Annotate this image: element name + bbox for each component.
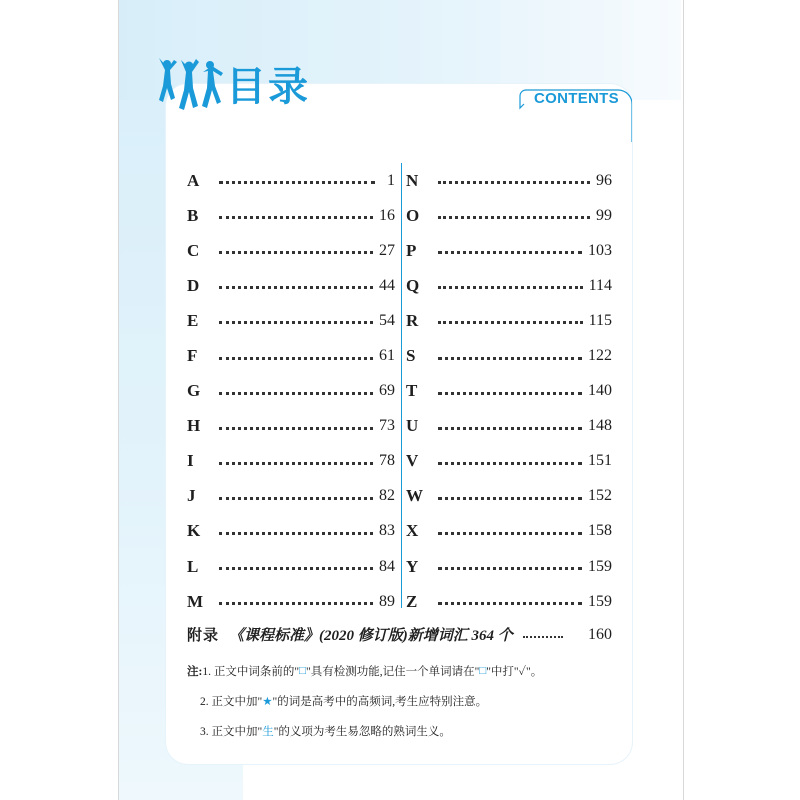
toc-letter: K — [187, 521, 201, 541]
toc-row-y[interactable] — [406, 549, 612, 584]
leader-dots — [219, 532, 373, 535]
toc-row-r[interactable] — [406, 303, 612, 338]
toc-row-z[interactable] — [406, 584, 612, 619]
toc-letter: G — [187, 381, 201, 401]
toc-left-column — [187, 163, 395, 619]
sheng-badge-icon: 生 — [262, 726, 274, 738]
toc-letter: I — [187, 451, 194, 471]
toc-letter: Y — [406, 556, 419, 576]
note-text: "具有检测功能,记住一个单词请在" — [306, 666, 480, 678]
leader-dots — [438, 532, 582, 535]
toc-page: 78 — [379, 452, 395, 470]
note-2 — [187, 686, 617, 716]
toc-letter: N — [406, 170, 419, 190]
toc-letter: R — [406, 310, 419, 330]
toc-row-x[interactable] — [406, 514, 612, 549]
leader-dots — [438, 251, 582, 254]
toc-letter: L — [187, 556, 199, 576]
toc-row-i[interactable] — [187, 444, 395, 479]
toc-letter: P — [406, 240, 417, 260]
toc-page: 114 — [588, 276, 612, 294]
toc-row-f[interactable] — [187, 338, 395, 373]
leader-dots — [219, 181, 375, 184]
leader-dots — [438, 462, 582, 465]
dancing-people-icon — [155, 56, 225, 118]
toc-row-o[interactable] — [406, 198, 612, 233]
toc-page: 82 — [379, 487, 395, 505]
toc-row-w[interactable] — [406, 479, 612, 514]
toc-row-k[interactable] — [187, 514, 395, 549]
leader-dots — [438, 497, 582, 500]
toc-letter: U — [406, 416, 419, 436]
toc-row-j[interactable] — [187, 479, 395, 514]
appendix-title: 《课程标准》(2020 修订版)新增词汇 364 个 — [229, 628, 513, 644]
leader-dots — [438, 567, 582, 570]
leader-dots — [438, 286, 583, 289]
leader-dots — [219, 462, 373, 465]
toc-page: 159 — [588, 557, 612, 575]
toc-letter: T — [406, 381, 418, 401]
toc-letter: Z — [406, 591, 418, 611]
column-divider — [401, 163, 403, 608]
leader-dots — [523, 636, 563, 638]
appendix-page: 160 — [588, 625, 612, 643]
toc-letter: J — [187, 486, 196, 506]
note-text: 1. 正文中词条前的" — [202, 666, 300, 678]
toc-page: 152 — [588, 487, 612, 505]
toc-row-m[interactable] — [187, 584, 395, 619]
toc-page: 96 — [596, 171, 612, 189]
toc-letter: C — [187, 240, 200, 260]
leader-dots — [219, 602, 373, 605]
toc-row-b[interactable] — [187, 198, 395, 233]
appendix-label: 附录 — [187, 628, 220, 644]
note-text: "中打"✓"。 — [486, 666, 543, 678]
toc-letter: E — [187, 310, 199, 330]
toc-letter: A — [187, 170, 200, 190]
leader-dots — [219, 357, 373, 360]
toc-page: 61 — [379, 347, 395, 365]
leader-dots — [438, 181, 590, 184]
toc-page: 69 — [379, 382, 395, 400]
leader-dots — [219, 567, 373, 570]
toc-letter: V — [406, 451, 419, 471]
toc-row-v[interactable] — [406, 444, 612, 479]
toc-row-h[interactable] — [187, 409, 395, 444]
toc-page: 16 — [379, 206, 395, 224]
toc-row-t[interactable] — [406, 374, 612, 409]
toc-row-n[interactable] — [406, 163, 612, 198]
toc-row-a[interactable] — [187, 163, 395, 198]
contents-label: CONTENTS — [534, 90, 619, 107]
note-text: 2. 正文中加" — [200, 696, 263, 708]
note-text: "的词是高考中的高频词,考生应特别注意。 — [272, 696, 488, 708]
toc-letter: H — [187, 416, 201, 436]
toc-page: 103 — [588, 241, 612, 259]
toc-page: 148 — [588, 417, 612, 435]
toc-page: 44 — [379, 276, 395, 294]
notes-lead: 注: — [187, 666, 203, 678]
toc-letter: X — [406, 521, 419, 541]
checkbox-icon: □ — [479, 665, 487, 677]
toc-row-g[interactable] — [187, 374, 395, 409]
toc-row-p[interactable] — [406, 233, 612, 268]
toc-row-d[interactable] — [187, 268, 395, 303]
checkbox-icon: □ — [299, 665, 306, 677]
toc-letter: O — [406, 205, 420, 225]
star-icon: ★ — [262, 696, 273, 708]
note-3 — [187, 716, 617, 746]
leader-dots — [219, 216, 373, 219]
toc-row-q[interactable] — [406, 268, 612, 303]
notes — [187, 656, 617, 746]
toc-row-c[interactable] — [187, 233, 395, 268]
leader-dots — [219, 427, 373, 430]
toc-page: 158 — [588, 522, 612, 540]
leader-dots — [219, 321, 373, 324]
toc-letter: M — [187, 591, 204, 611]
page-title: 目录 — [226, 64, 310, 110]
toc-page: 122 — [588, 347, 612, 365]
toc-row-s[interactable] — [406, 338, 612, 373]
toc-letter: F — [187, 346, 198, 366]
leader-dots — [219, 286, 373, 289]
note-text: 3. 正文中加" — [200, 726, 263, 738]
toc-page: 140 — [588, 382, 612, 400]
note-text: "的义项为考生易忽略的熟词生义。 — [273, 726, 451, 738]
leader-dots — [438, 392, 582, 395]
toc-page: 27 — [379, 241, 395, 259]
leader-dots — [438, 602, 582, 605]
toc-page: 151 — [588, 452, 612, 470]
leader-dots — [438, 427, 582, 430]
toc-page: 115 — [588, 311, 612, 329]
toc-right-column — [406, 163, 612, 619]
leader-dots — [438, 216, 590, 219]
leader-dots — [438, 321, 583, 324]
toc-page: 1 — [387, 171, 395, 189]
note-1 — [187, 656, 617, 686]
leader-dots — [219, 251, 373, 254]
toc-page: 159 — [588, 592, 612, 610]
toc-letter: B — [187, 205, 199, 225]
toc-row-u[interactable] — [406, 409, 612, 444]
toc-letter: S — [406, 346, 416, 366]
appendix-entry[interactable] — [187, 624, 612, 645]
toc-row-e[interactable] — [187, 303, 395, 338]
toc-page: 83 — [379, 522, 395, 540]
toc-row-l[interactable] — [187, 549, 395, 584]
toc-page: 73 — [379, 417, 395, 435]
toc-page: 99 — [596, 206, 612, 224]
toc-letter: Q — [406, 275, 420, 295]
toc-page: 89 — [379, 592, 395, 610]
toc-page: 54 — [379, 311, 395, 329]
toc-letter: W — [406, 486, 423, 506]
leader-dots — [438, 357, 582, 360]
leader-dots — [219, 392, 373, 395]
toc-page: 84 — [379, 557, 395, 575]
leader-dots — [219, 497, 373, 500]
toc-letter: D — [187, 275, 200, 295]
